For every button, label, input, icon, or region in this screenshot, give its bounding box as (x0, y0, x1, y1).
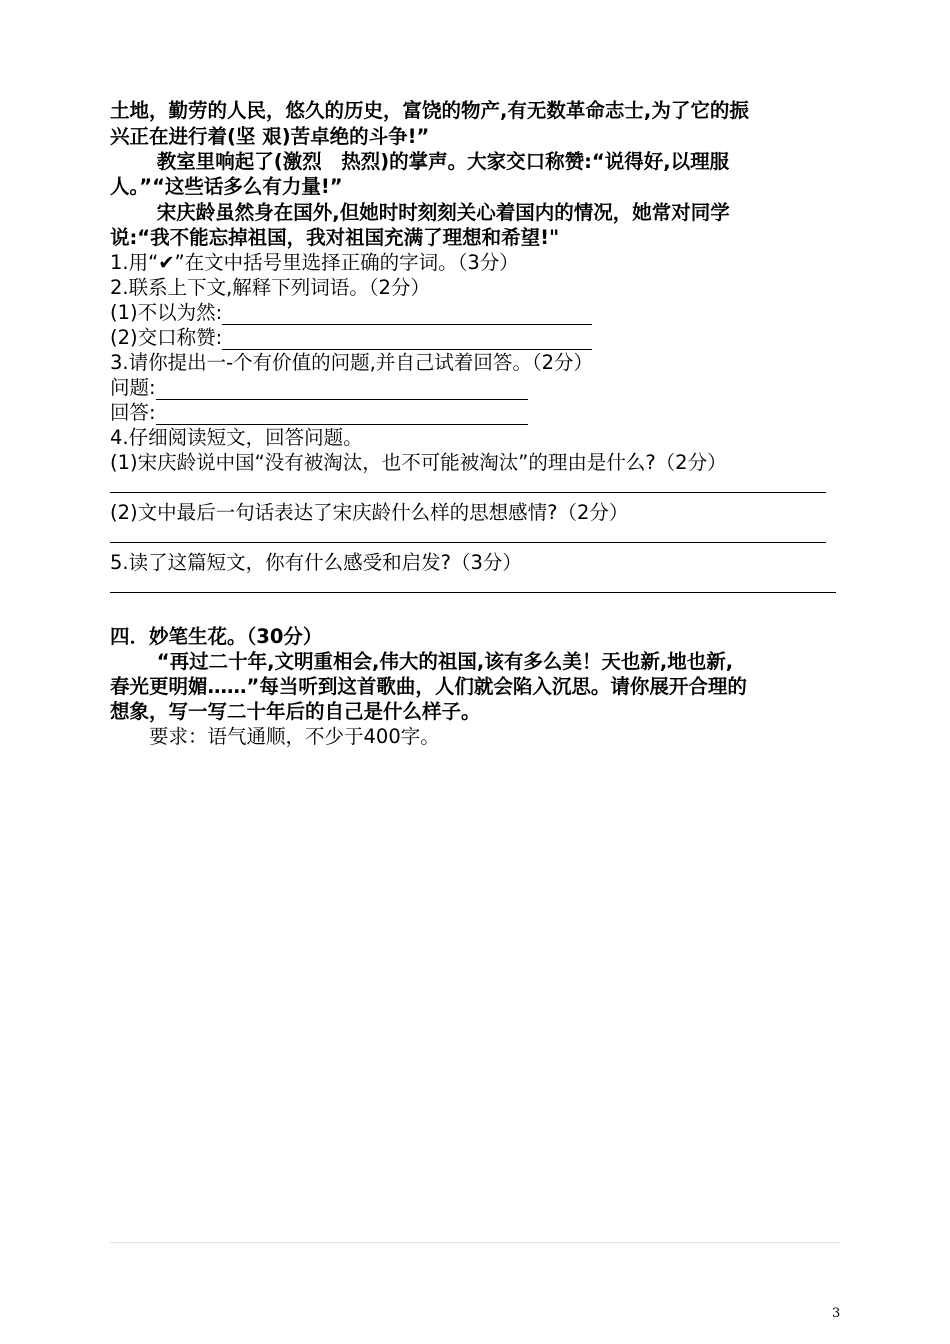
section-4-heading: 四．妙笔生花。（30分） (110, 625, 323, 648)
passage-line-3: 教室里响起了(激烈 热烈)的掌声。大家交口称赞:“说得好,以理服 (156, 150, 730, 173)
question-3-answer-label: 回答: (110, 401, 156, 424)
passage-line-1: 土地，勤劳的人民，悠久的历史，富饶的物产,有无数革命志士,为了它的振 (110, 99, 749, 122)
question-2-2-label: (2)交口称赞: (110, 326, 223, 349)
question-3: 3.请你提出一-个有价值的问题,并自己试着回答。（2分） (110, 351, 593, 374)
page-number: 3 (832, 1306, 841, 1321)
question-4: 4.仔细阅读短文，回答问题。 (110, 426, 363, 449)
question-4-2: (2)文中最后一句话表达了宋庆龄什么样的思想感情?（2分） (110, 501, 629, 524)
question-2-2 (110, 325, 845, 350)
question-2-1-label: (1)不以为然: (110, 301, 223, 324)
answer-line-4-2[interactable] (110, 542, 826, 543)
answer-line-4-1[interactable] (110, 492, 826, 493)
passage-line-5: 宋庆龄虽然身在国外,但她时时刻刻关心着国内的情况，她常对同学 (156, 201, 730, 224)
question-3-answer (110, 400, 845, 425)
answer-blank-3-answer[interactable] (156, 404, 528, 425)
passage-line-4: 人。”“这些话多么有力量!” (110, 175, 343, 198)
answer-blank-3-question[interactable] (156, 379, 528, 400)
question-3-question (110, 375, 845, 400)
answer-blank-2-2[interactable] (222, 329, 592, 350)
question-4-1: (1)宋庆龄说中国“没有被淘汰，也不可能被淘汰”的理由是什么?（2分） (110, 451, 727, 474)
question-2: 2.联系上下文,解释下列词语。（2分） (110, 276, 430, 299)
section-4-requirement: 要求：语气通顺，不少于400字。 (149, 725, 440, 748)
question-1: 1.用“✔”在文中括号里选择正确的字词。（3分） (110, 251, 519, 274)
question-2-1 (110, 300, 845, 325)
answer-line-5[interactable] (110, 592, 836, 593)
section-4-line-1: “再过二十年,文明重相会,伟大的祖国,该有多么美！天也新,地也新, (156, 650, 734, 673)
footer-divider (110, 1242, 840, 1243)
section-4-line-2: 春光更明媚……”每当听到这首歌曲，人们就会陷入沉思。请你展开合理的 (110, 675, 747, 698)
passage-line-2: 兴正在进行着(坚 艰)苦卓绝的斗争!” (110, 125, 430, 148)
answer-blank-2-1[interactable] (222, 304, 592, 325)
section-4-line-3: 想象，写一写二十年后的自己是什么样子。 (110, 700, 481, 723)
question-3-question-label: 问题: (110, 376, 156, 399)
passage-line-6: 说:“我不能忘掉祖国，我对祖国充满了理想和希望!" (110, 226, 560, 249)
question-5: 5.读了这篇短文，你有什么感受和启发?（3分） (110, 551, 522, 574)
